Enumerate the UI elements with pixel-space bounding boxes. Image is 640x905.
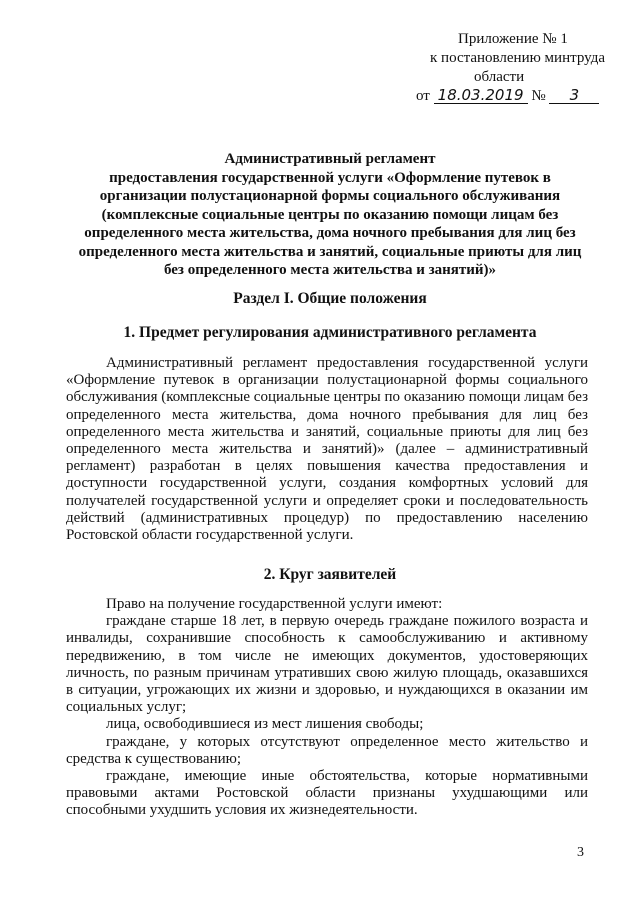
paragraph: лица, освободившиеся из мест лишения свободы;	[106, 716, 424, 733]
document-title	[60, 150, 600, 280]
paragraph: граждане, имеющие иные обстоятельства, которые нормативными правовыми актами Ростовской области признаны ухудшающими или способными ухудшить условия их жизнедеятельности.	[66, 768, 588, 819]
annex-date-prefix: от	[416, 88, 430, 104]
title-line: предоставления государственной услуги «Оформление путевок в	[109, 169, 551, 186]
annex-line-2: к постановлению минтруда	[430, 50, 605, 66]
title-line: организации полустационарной формы социального обслуживания	[99, 188, 561, 204]
annex-line-1: Приложение № 1	[458, 31, 568, 47]
subsection-heading-1: 1. Предмет регулирования административного регламента	[123, 324, 537, 341]
annex-date-line	[416, 87, 605, 106]
title-line: без определенного места жительства и занятий)»	[163, 262, 497, 278]
annex-date-handwritten: 18.03.2019	[434, 87, 528, 104]
annex-number-handwritten: 3	[549, 87, 599, 104]
annex-block	[416, 30, 605, 106]
annex-number-label: №	[531, 88, 546, 104]
subsection-heading-2: 2. Круг заявителей	[263, 566, 397, 583]
page-number: 3	[577, 845, 584, 860]
annex-line-3: области	[474, 69, 525, 85]
title-line: Административный регламент	[224, 151, 436, 167]
title-line: определенного места жительства и занятий, социальные приюты для лиц	[78, 243, 582, 260]
subsection-1-body	[66, 355, 588, 544]
subsection-2-body	[66, 596, 588, 820]
title-line: определенного места жительства, дома ночного пребывания для лиц без	[84, 225, 576, 241]
paragraph: Право на получение государственной услуги имеют:	[106, 596, 443, 612]
paragraph: граждане старше 18 лет, в первую очередь граждане пожилого возраста и инвалиды, сохранившие способность к самообслуживанию и активному передвижению, в том числе не имеющих документов, удостоверяющих личность, по разным причинам утративших свою жилую площадь, оказавшихся в ситуации, угрожающих их жизни и здоровью, и нуждающихся в оказании им социальных услуг;	[66, 613, 588, 716]
paragraph: граждане, у которых отсутствуют определенное место жительство и средства к существованию;	[66, 733, 588, 767]
paragraph: Административный регламент предоставления государственной услуги «Оформление путевок в организации полустационарной формы социального обслуживания (комплексные социальные центры по оказанию помощи лицам без определенного места жительства, дома ночного пребывания для лиц без определенного места жительства и занятий, социальные приюты для лиц без определенного места жительства и занятий)» (далее – административный регламент) разработан в целях повышения качества предоставления и доступности государственной услуги, создания комфортных условий для получателей государственной услуги и определяет сроки и последовательность действий (административных процедур) по предоставлению населению Ростовской области государственной услуги.	[66, 355, 588, 544]
section-heading: Раздел I. Общие положения	[233, 290, 427, 307]
title-line: (комплексные социальные центры по оказанию помощи лицам без	[101, 206, 559, 223]
